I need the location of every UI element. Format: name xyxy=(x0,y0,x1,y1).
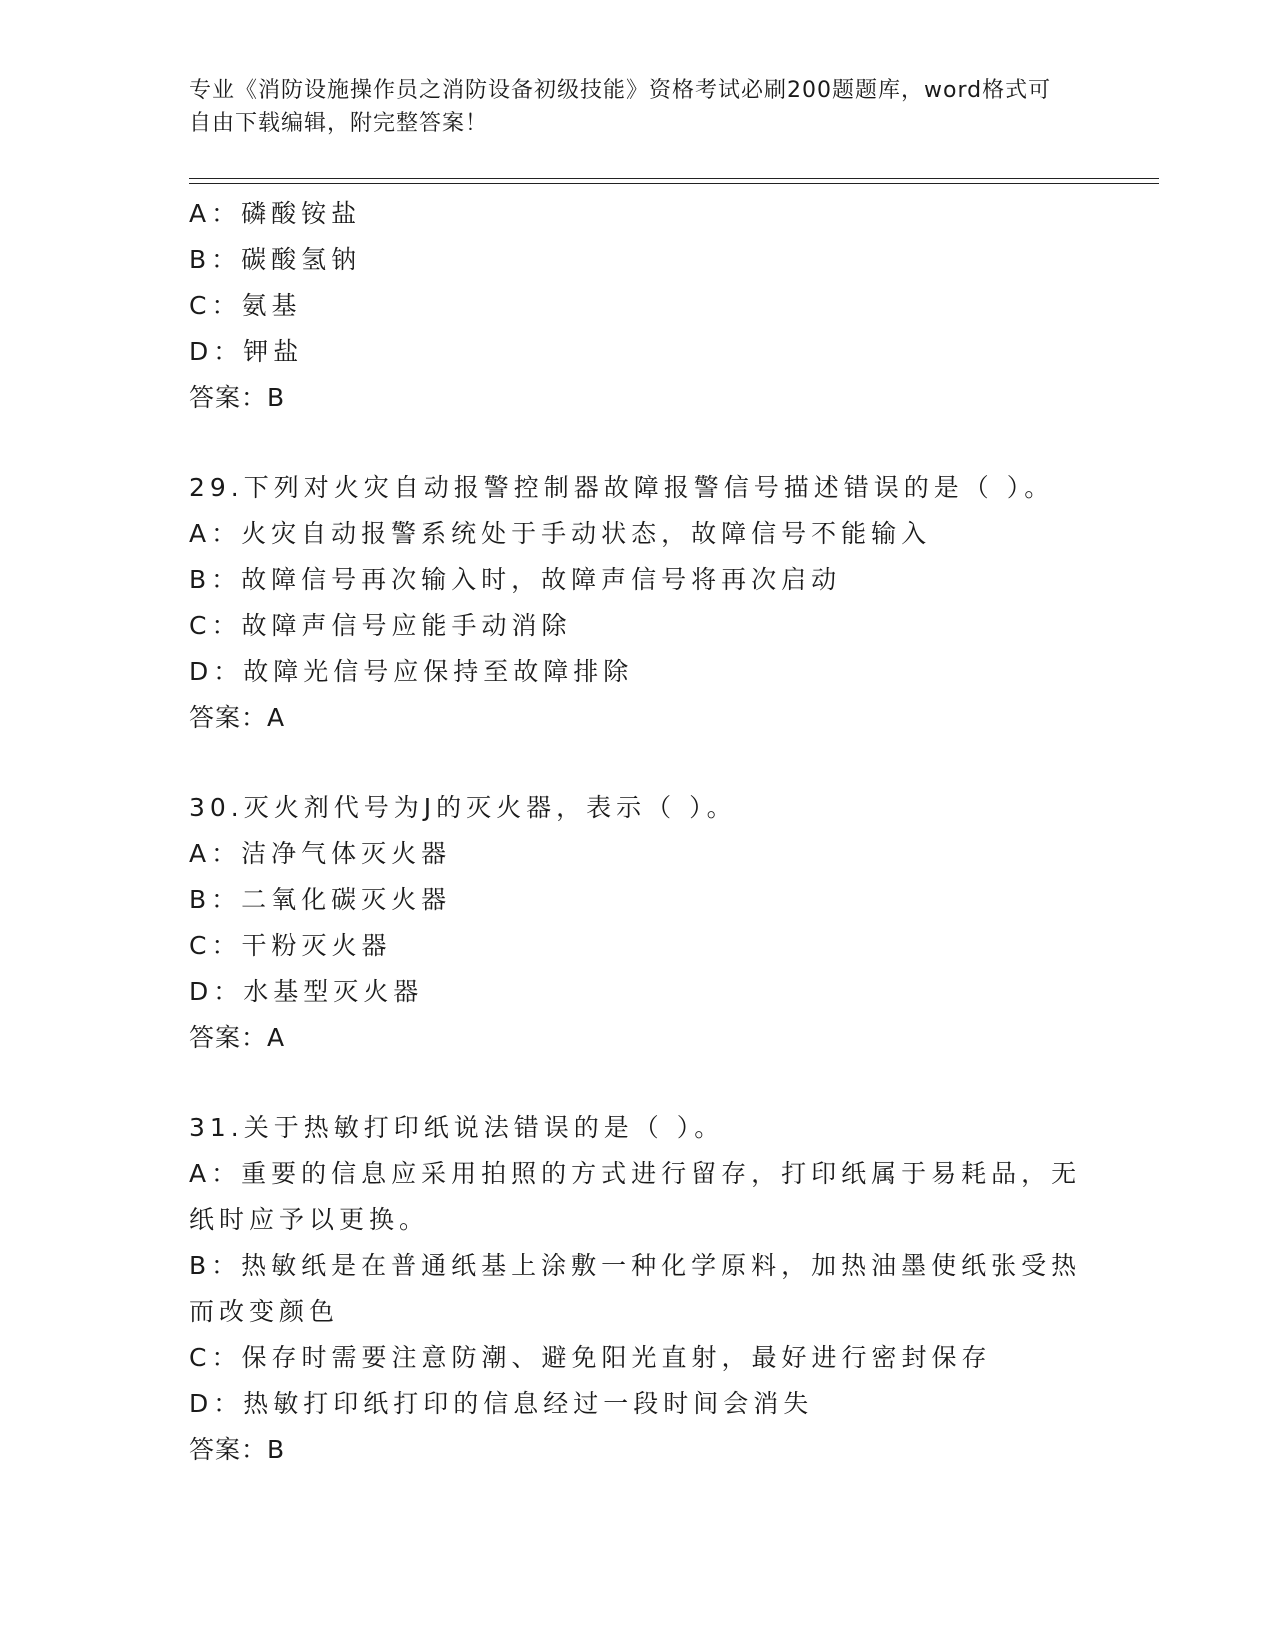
option-a: A：洁净气体灭火器 xyxy=(189,839,452,868)
option-a: A：磷酸铵盐 xyxy=(189,199,362,228)
header-rule-bottom xyxy=(189,183,1159,184)
question-text: 29.下列对火灾自动报警控制器故障报警信号描述错误的是（ ）。 xyxy=(189,473,1055,502)
answer-line: 答案：B xyxy=(189,383,286,412)
option-d: D：故障光信号应保持至故障排除 xyxy=(189,657,634,686)
option-a: A：火灾自动报警系统处于手动状态，故障信号不能输入 xyxy=(189,519,932,548)
document-header: 专业《消防设施操作员之消防设备初级技能》资格考试必刷200题题库，word格式可自由下载编辑，附完整答案！ xyxy=(189,78,1052,136)
answer-line: 答案：A xyxy=(189,1023,286,1052)
option-b: B：热敏纸是在普通纸基上涂敷一种化学原料，加热油墨使纸张受热而改变颜色 xyxy=(189,1251,1082,1326)
question-block-31 xyxy=(189,1105,1089,1473)
question-block-28 xyxy=(189,191,1089,421)
option-c: C：氨基 xyxy=(189,291,302,320)
spacer xyxy=(189,421,1089,465)
question-text: 31.关于热敏打印纸说法错误的是（ ）。 xyxy=(189,1113,725,1142)
option-b: B：二氧化碳灭火器 xyxy=(189,885,452,914)
question-text: 30.灭火剂代号为J的灭火器，表示（ ）。 xyxy=(189,793,737,822)
document-content xyxy=(189,191,1089,1473)
question-block-29 xyxy=(189,465,1089,741)
option-b: B：碳酸氢钠 xyxy=(189,245,362,274)
option-c: C：保存时需要注意防潮、避免阳光直射，最好进行密封保存 xyxy=(189,1343,992,1372)
option-b: B：故障信号再次输入时，故障声信号将再次启动 xyxy=(189,565,842,594)
spacer xyxy=(189,741,1089,785)
option-c: C：故障声信号应能手动消除 xyxy=(189,611,572,640)
header-rule-top xyxy=(189,178,1159,179)
option-a: A：重要的信息应采用拍照的方式进行留存，打印纸属于易耗品，无纸时应予以更换。 xyxy=(189,1159,1082,1234)
answer-line: 答案：B xyxy=(189,1435,286,1464)
option-d: D：钾盐 xyxy=(189,337,304,366)
option-d: D：热敏打印纸打印的信息经过一段时间会消失 xyxy=(189,1389,814,1418)
option-c: C：干粉灭火器 xyxy=(189,931,392,960)
answer-line: 答案：A xyxy=(189,703,286,732)
option-d: D：水基型灭火器 xyxy=(189,977,424,1006)
question-block-30 xyxy=(189,785,1089,1061)
spacer xyxy=(189,1061,1089,1105)
